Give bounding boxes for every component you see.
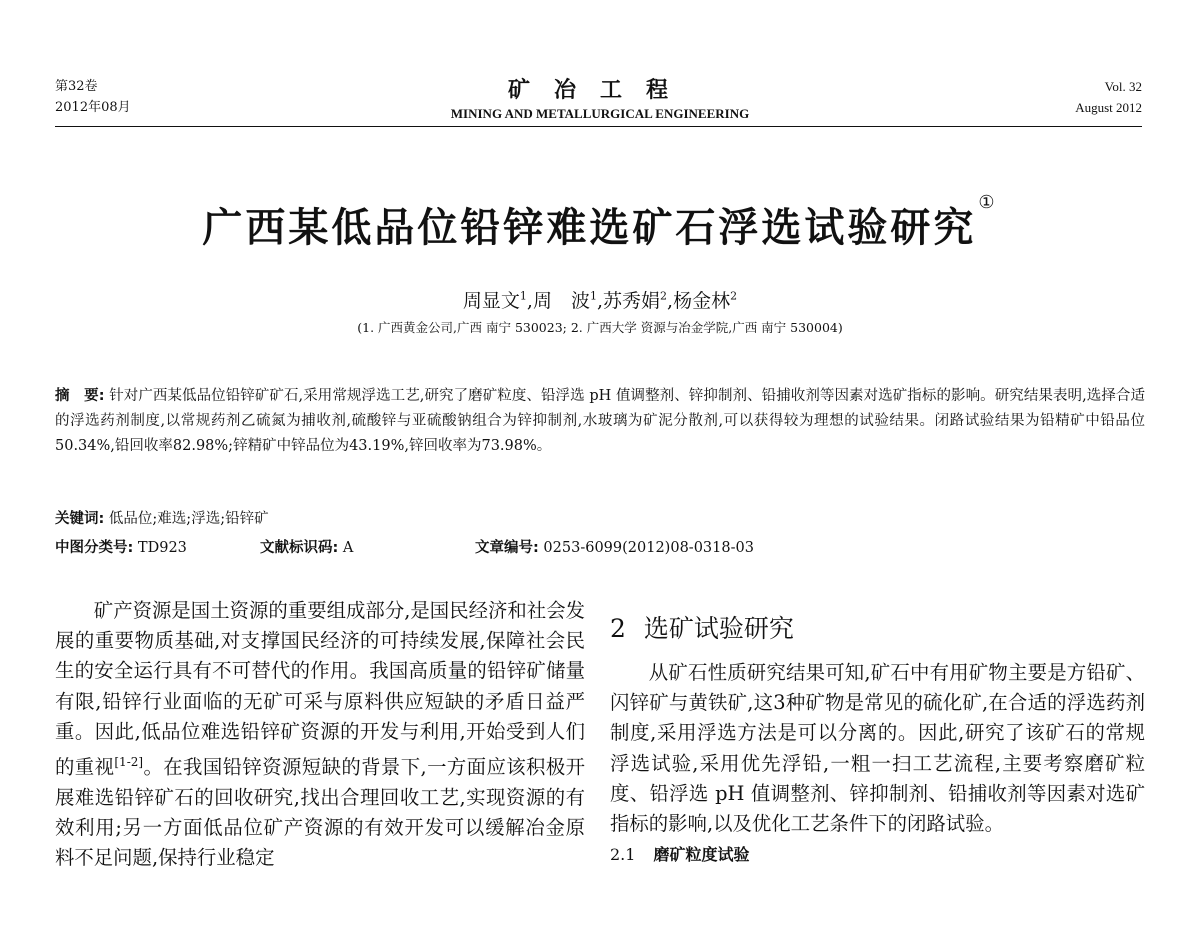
section-title: 选矿试验研究 (643, 614, 794, 643)
author-name: 周 波 (532, 290, 590, 312)
doc-code-label: 文献标识码: (260, 540, 339, 556)
author-name: 杨金林 (673, 290, 731, 312)
clc-number (55, 536, 187, 561)
author-affiliation-mark: 2 (730, 289, 738, 303)
header-right (1075, 76, 1142, 118)
header-divider (55, 126, 1142, 127)
journal-title-zh: 矿冶工程 (507, 77, 692, 103)
article-number (475, 536, 754, 561)
body-left-column (55, 596, 585, 873)
section-paragraph: 从矿石性质研究结果可知,矿石中有用矿物主要是方铅矿、闪锌矿与黄铁矿,这3种矿物是常见的硫化矿,在合适的浮选药剂制度,采用浮选方法是可以分离的。因此,研究了该矿石的常规浮选试验,采用优先浮铅,一粗一扫工艺流程,主要考察磨矿粒度、铅浮选 pH 值调整剂、锌抑制剂、铅捕收剂等因素对选矿指标的影响,以及优化工艺条件下的闭路试验。 (610, 661, 1145, 836)
clc-label: 中图分类号: (55, 540, 134, 556)
paper-title (0, 192, 1200, 253)
intro-paragraph (55, 596, 585, 873)
clc-value: TD923 (137, 540, 187, 556)
author-list: 周显文$^1$,周 波$^1$,苏秀娟$^2$,杨金林$^2$ (462, 289, 738, 312)
issue-date: 2012年08月 (55, 100, 131, 115)
title-footnote-mark: ① (978, 192, 998, 213)
volume-label: 第32卷 (55, 79, 98, 94)
journal-title-en: MINING AND METALLURGICAL ENGINEERING (450, 106, 750, 121)
keywords-text: 低品位;难选;浮选;铅锌矿 (108, 511, 269, 527)
issue-date-en: August 2012 (1075, 100, 1142, 115)
author-affiliation-mark: 1 (589, 289, 597, 303)
intro-text-part1: 矿产资源是国土资源的重要组成部分,是国民经济和社会发展的重要物质基础,对支撑国民经济的可持续发展,保障社会民生的安全运行具有不可替代的作用。我国高质量的铅锌矿储量有限,铅锌行业面临的无矿可采与原料供应短缺的矛盾日益严重。因此,低品位难选铅锌矿资源的开发与利用,开始受到人们的重视 (55, 599, 585, 779)
abstract (55, 384, 1145, 459)
affiliations: (1. 广西黄金公司,广西 南宁 530023; 2. 广西大学 资源与冶金学院,广西 南宁 530004) (357, 320, 843, 335)
journal-header (0, 76, 1200, 124)
subsection-title: 磨矿粒度试验 (653, 845, 750, 865)
abstract-text: 针对广西某低品位铅锌矿矿石,采用常规浮选工艺,研究了磨矿粒度、铅浮选 pH 值调整剂、锌抑制剂、铅捕收剂等因素对选矿指标的影响。研究结果表明,选择合适的浮选药剂制度,以常规药剂乙硫氮为捕收剂,硫酸锌与亚硫酸钠组合为锌抑制剂,水玻璃为矿泥分散剂,可以获得较为理想的试验结果。闭路试验结果为铅精矿中铅品位50.34%,铅回收率82.98%;锌精矿中锌品位为43.19%,锌回收率为73.98%。 (55, 388, 1145, 454)
intro-text-part2: 。在我国铅锌资源短缺的背景下,一方面应该积极开展难选铅锌矿石的回收研究,找出合理回收工艺,实现资源的有效利用;另一方面低品位矿产资源的有效开发可以缓解冶金原料不足问题,保持行业稳定 (55, 755, 585, 870)
body-right-column (610, 612, 1145, 869)
author-affiliation-mark: 1 (519, 289, 527, 303)
doc-code-value: A (342, 540, 354, 556)
author-name: 苏秀娟 (603, 290, 661, 312)
paper-title-text: 广西某低品位铅锌难选矿石浮选试验研究 (202, 205, 977, 251)
article-number-label: 文章编号: (475, 540, 539, 556)
keywords (55, 507, 269, 532)
section-heading (610, 612, 1145, 646)
subsection-heading (610, 841, 1145, 869)
article-number-value: 0253-6099(2012)08-0318-03 (543, 540, 754, 556)
abstract-label: 摘 要: (55, 388, 105, 404)
keywords-label: 关键词: (55, 511, 105, 527)
section-number: 2 (610, 614, 626, 643)
volume-label-en: Vol. 32 (1104, 79, 1142, 94)
citation-ref: [1-2] (114, 755, 144, 770)
document-code (260, 536, 353, 561)
author-affiliation-mark: 2 (660, 289, 668, 303)
subsection-number: 2.1 (610, 845, 636, 865)
author-name: 周显文 (462, 290, 520, 312)
